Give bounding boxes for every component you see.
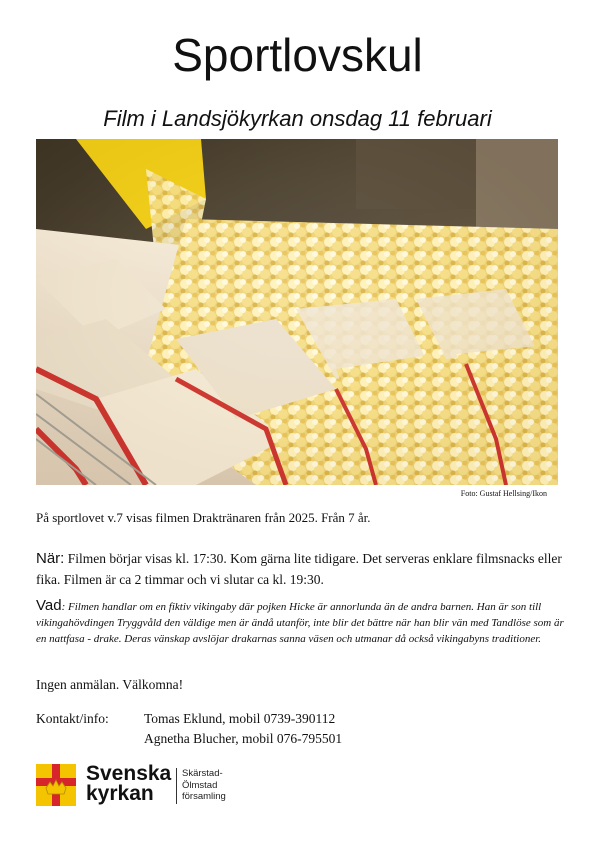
popcorn-illustration [36, 139, 558, 485]
intro-text: På sportlovet v.7 visas filmen Draktränaren från 2025. Från 7 år. [36, 510, 371, 525]
brand-line: Svenska [86, 762, 172, 785]
what-label: Vad [36, 597, 62, 614]
when-label: När: [36, 550, 65, 567]
parish-line: Skärstad- [182, 768, 223, 779]
photo-credit: Foto: Gustaf Hellsing/Ikon [460, 489, 547, 498]
page-subtitle: Film i Landsjökyrkan onsdag 11 februari [103, 106, 492, 131]
contact-person: Tomas Eklund, mobil 0739-390112 [144, 711, 336, 726]
page-title: Sportlovskul [172, 29, 423, 81]
parish-line: Ölmstad [182, 779, 218, 791]
contact-label: Kontakt/info: [36, 711, 109, 726]
contact-person: Agnetha Blucher, mobil 076-795501 [144, 731, 343, 746]
logo-divider [176, 768, 177, 804]
when-text: Filmen börjar visas kl. 17:30. Kom gärna lite tidigare. Det serveras enklare filmsnacks eller fika. Filmen är ca 2 timmar och vi slutar ca kl. 19:30. [36, 551, 562, 587]
what-text: : Filmen handlar om en fiktiv vikingaby där pojken Hicke är annorlunda än de andra barnen. Han är son till vikingahövdingen Tryggvåld den väldige men är ändå utanför, inte blir det bättre när han blir vän med Tandlöse som är en nattfasa - drake. Deras vänskap avslöjar drakarnas sanna väsen och utmanar då också vikingabyns traditioner. [36, 601, 564, 645]
parish-name [182, 768, 226, 803]
svenska-kyrkan-logo [36, 764, 296, 814]
church-cross-crown-icon [36, 764, 76, 806]
parish-line: församling [182, 791, 226, 802]
brand-name [86, 764, 171, 804]
when-section [36, 548, 566, 590]
popcorn-photo [36, 139, 558, 485]
contact-people [144, 709, 444, 749]
what-section [36, 598, 566, 647]
registration-note: Ingen anmälan. Välkomna! [36, 677, 184, 692]
brand-line: kyrkan [86, 782, 154, 805]
